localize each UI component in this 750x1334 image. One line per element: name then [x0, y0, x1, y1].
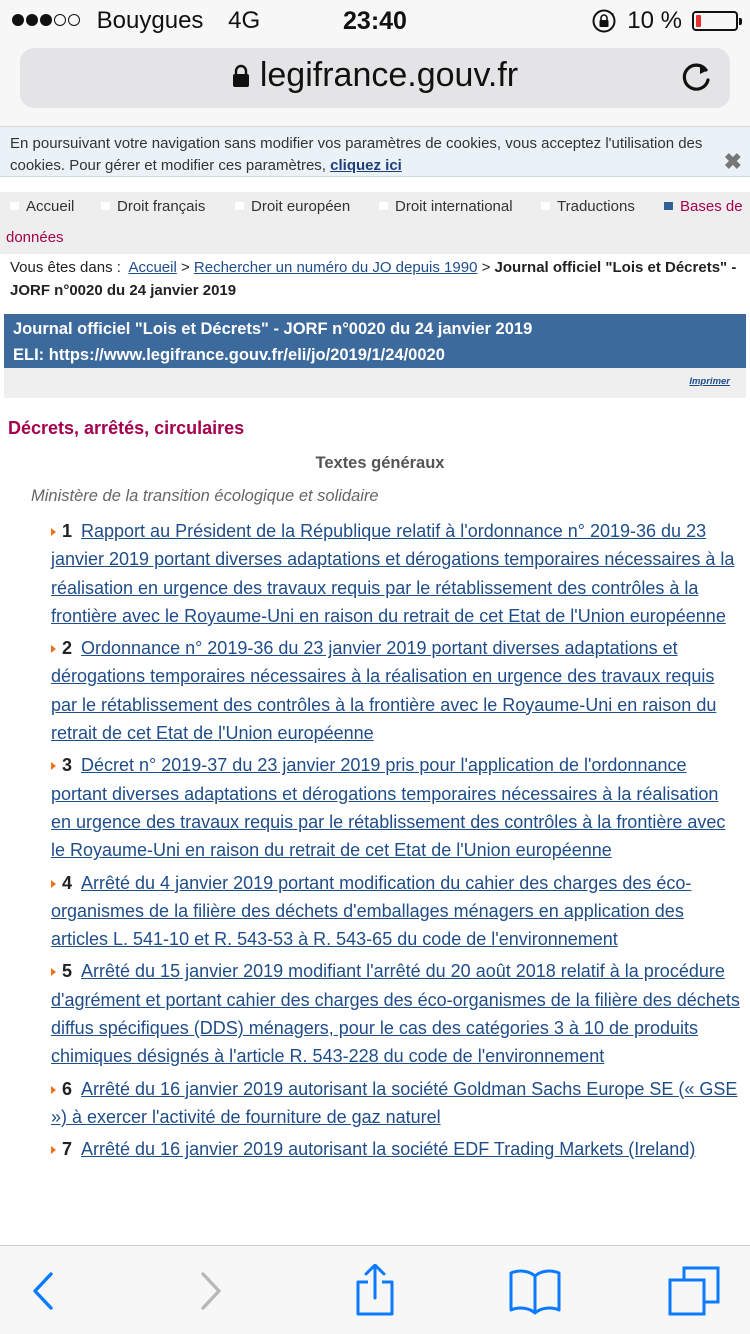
reload-icon[interactable] — [676, 58, 716, 98]
text-link[interactable]: Décret n° 2019-37 du 23 janvier 2019 pris pour l'application de l'ordonnance portant diverses adaptations et dérogations temporaires nécessaires à la réalisation en urgence des travaux requis par le rétablissement des contrôles à la frontière avec le Royaume-Uni en raison du retrait de cet Etat de l'Union européenne — [51, 755, 726, 861]
text-link[interactable]: Arrêté du 4 janvier 2019 portant modification du cahier des charges des éco-organismes de la filière des déchets d'emballages ménagers en application des articles L. 541-10 et R. 543-53 à R. 543-65 du code de l'environnement — [51, 872, 692, 950]
print-link[interactable]: Imprimer — [689, 376, 730, 387]
nav-label: Traductions — [557, 198, 635, 215]
forward-icon[interactable] — [184, 1264, 238, 1318]
section-title: Décrets, arrêtés, circulaires — [8, 418, 245, 438]
item-number: 3 — [62, 755, 73, 776]
rotation-lock-icon — [591, 8, 617, 34]
arrow-bullet-icon — [51, 968, 56, 976]
list-item — [51, 869, 743, 954]
arrow-bullet-icon — [51, 645, 56, 653]
list-item — [51, 517, 743, 630]
cookie-text: En poursuivant votre navigation sans modifier vos paramètres de cookies, vous acceptez l'utilisation des cookies. Pour gérer et modifier ces paramètres, — [10, 135, 703, 174]
browser-toolbar — [0, 1245, 750, 1334]
arrow-bullet-icon — [51, 880, 56, 888]
text-link[interactable]: Arrêté du 16 janvier 2019 autorisant la société Goldman Sachs Europe SE (« GSE ») à exercer l'activité de fourniture de gaz naturel — [51, 1078, 738, 1127]
journal-toolbar — [4, 368, 746, 398]
nav-label: Droit européen — [251, 198, 351, 215]
item-number: 2 — [62, 638, 73, 659]
cookie-banner — [0, 127, 750, 177]
close-icon[interactable]: ✖ — [723, 149, 742, 174]
arrow-bullet-icon — [51, 762, 56, 770]
share-icon[interactable] — [348, 1264, 402, 1318]
nav-bullet-icon — [10, 202, 19, 210]
nav-label: Accueil — [26, 198, 75, 215]
nav-bullet-icon — [379, 202, 388, 210]
section-subtitle: Textes généraux — [315, 454, 445, 472]
nav-item-droit-francais[interactable] — [101, 192, 205, 222]
list-item — [51, 1075, 743, 1132]
text-link[interactable]: Rapport au Président de la République relatif à l'ordonnance n° 2019-36 du 23 janvier 2019 portant diverses adaptations et dérogations temporaires nécessaires à la réalisation en urgence des travaux requis par le rétablissement des contrôles à la frontière avec le Royaume-Uni en raison du retrait de cet Etat de l'Union européenne — [51, 521, 735, 626]
breadcrumb — [10, 256, 740, 302]
cookie-settings-link[interactable]: cliquez ici — [330, 157, 402, 174]
text-link[interactable]: Ordonnance n° 2019-36 du 23 janvier 2019 portant diverses adaptations et dérogations temporaires nécessaires à la réalisation en urgence des travaux requis par le rétablissement des contrôles à la frontière avec le Royaume-Uni en raison du retrait de cet Etat de l'Union européenne — [51, 638, 717, 744]
carrier-name: Bouygues — [96, 7, 204, 34]
item-number: 7 — [62, 1139, 73, 1160]
battery-icon — [692, 11, 738, 31]
nav-item-traductions[interactable] — [541, 192, 635, 222]
ministry-name: Ministère de la transition écologique et solidaire — [31, 487, 379, 505]
breadcrumb-separator: > — [481, 259, 491, 276]
nav-bullet-icon — [101, 202, 110, 210]
item-number: 6 — [62, 1078, 73, 1099]
nav-bullet-icon — [664, 202, 673, 210]
nav-label: Droit international — [395, 198, 513, 215]
arrow-bullet-icon — [51, 528, 56, 536]
nav-bullet-icon — [235, 202, 244, 210]
text-list — [51, 517, 743, 1168]
nav-bullet-icon — [541, 202, 550, 210]
breadcrumb-separator: > — [180, 259, 190, 276]
nav-item-accueil[interactable] — [10, 192, 74, 222]
nav-item-droit-europeen[interactable] — [235, 192, 350, 222]
lock-icon — [232, 64, 250, 88]
status-bar — [0, 0, 750, 42]
network-type: 4G — [228, 7, 261, 34]
browser-address-area — [0, 42, 750, 127]
breadcrumb-link-recherche-jo[interactable]: Rechercher un numéro du JO depuis 1990 — [193, 259, 478, 276]
address-bar[interactable] — [20, 48, 730, 108]
nav-label: Droit français — [117, 198, 206, 215]
status-right — [591, 7, 738, 35]
text-link[interactable]: Arrêté du 15 janvier 2019 modifiant l'arrêté du 20 août 2018 relatif à la procédure d'agrément et portant cahier des charges des éco-organismes de la filière des déchets diffus spécifiques (DDS) ménagers, pour le cas des catégories 3 à 10 de produits chimiques désignés à l'article R. 543-228 du code de l'environnement — [51, 961, 740, 1067]
tabs-icon[interactable] — [668, 1264, 722, 1318]
main-nav — [0, 192, 750, 254]
item-number: 5 — [62, 961, 73, 982]
bookmarks-icon[interactable] — [508, 1264, 562, 1318]
text-link[interactable]: Arrêté du 16 janvier 2019 autorisant la société EDF Trading Markets (Ireland) — [81, 1139, 696, 1160]
list-item — [51, 634, 743, 747]
url-text: legifrance.gouv.fr — [259, 56, 519, 94]
nav-label: Bases de — [680, 198, 743, 215]
breadcrumb-link-accueil[interactable]: Accueil — [128, 259, 177, 276]
breadcrumb-current: Journal officiel "Lois et Décrets" - JORF n°0020 du 24 janvier 2019 — [10, 259, 737, 299]
journal-header — [4, 314, 746, 368]
battery-percent: 10 % — [627, 7, 682, 34]
nav-item-bases-de-donnees[interactable] — [664, 192, 743, 222]
arrow-bullet-icon — [51, 1086, 56, 1094]
journal-title: Journal officiel "Lois et Décrets" - JORF n°0020 du 24 janvier 2019 — [13, 320, 533, 338]
journal-eli: ELI: https://www.legifrance.gouv.fr/eli/jo/2019/1/24/0020 — [13, 346, 445, 364]
breadcrumb-prefix: Vous êtes dans : — [10, 259, 121, 276]
list-item — [51, 957, 743, 1070]
list-item — [51, 1135, 743, 1163]
item-number: 1 — [62, 521, 73, 541]
list-item — [51, 751, 743, 864]
item-number: 4 — [62, 872, 73, 893]
nav-item-droit-international[interactable] — [379, 192, 513, 222]
cookie-message — [10, 133, 722, 177]
clock: 23:40 — [343, 7, 407, 35]
back-icon[interactable] — [16, 1264, 70, 1318]
nav-item-bases-de-donnees-cont[interactable]: données — [6, 229, 64, 246]
arrow-bullet-icon — [51, 1146, 56, 1154]
